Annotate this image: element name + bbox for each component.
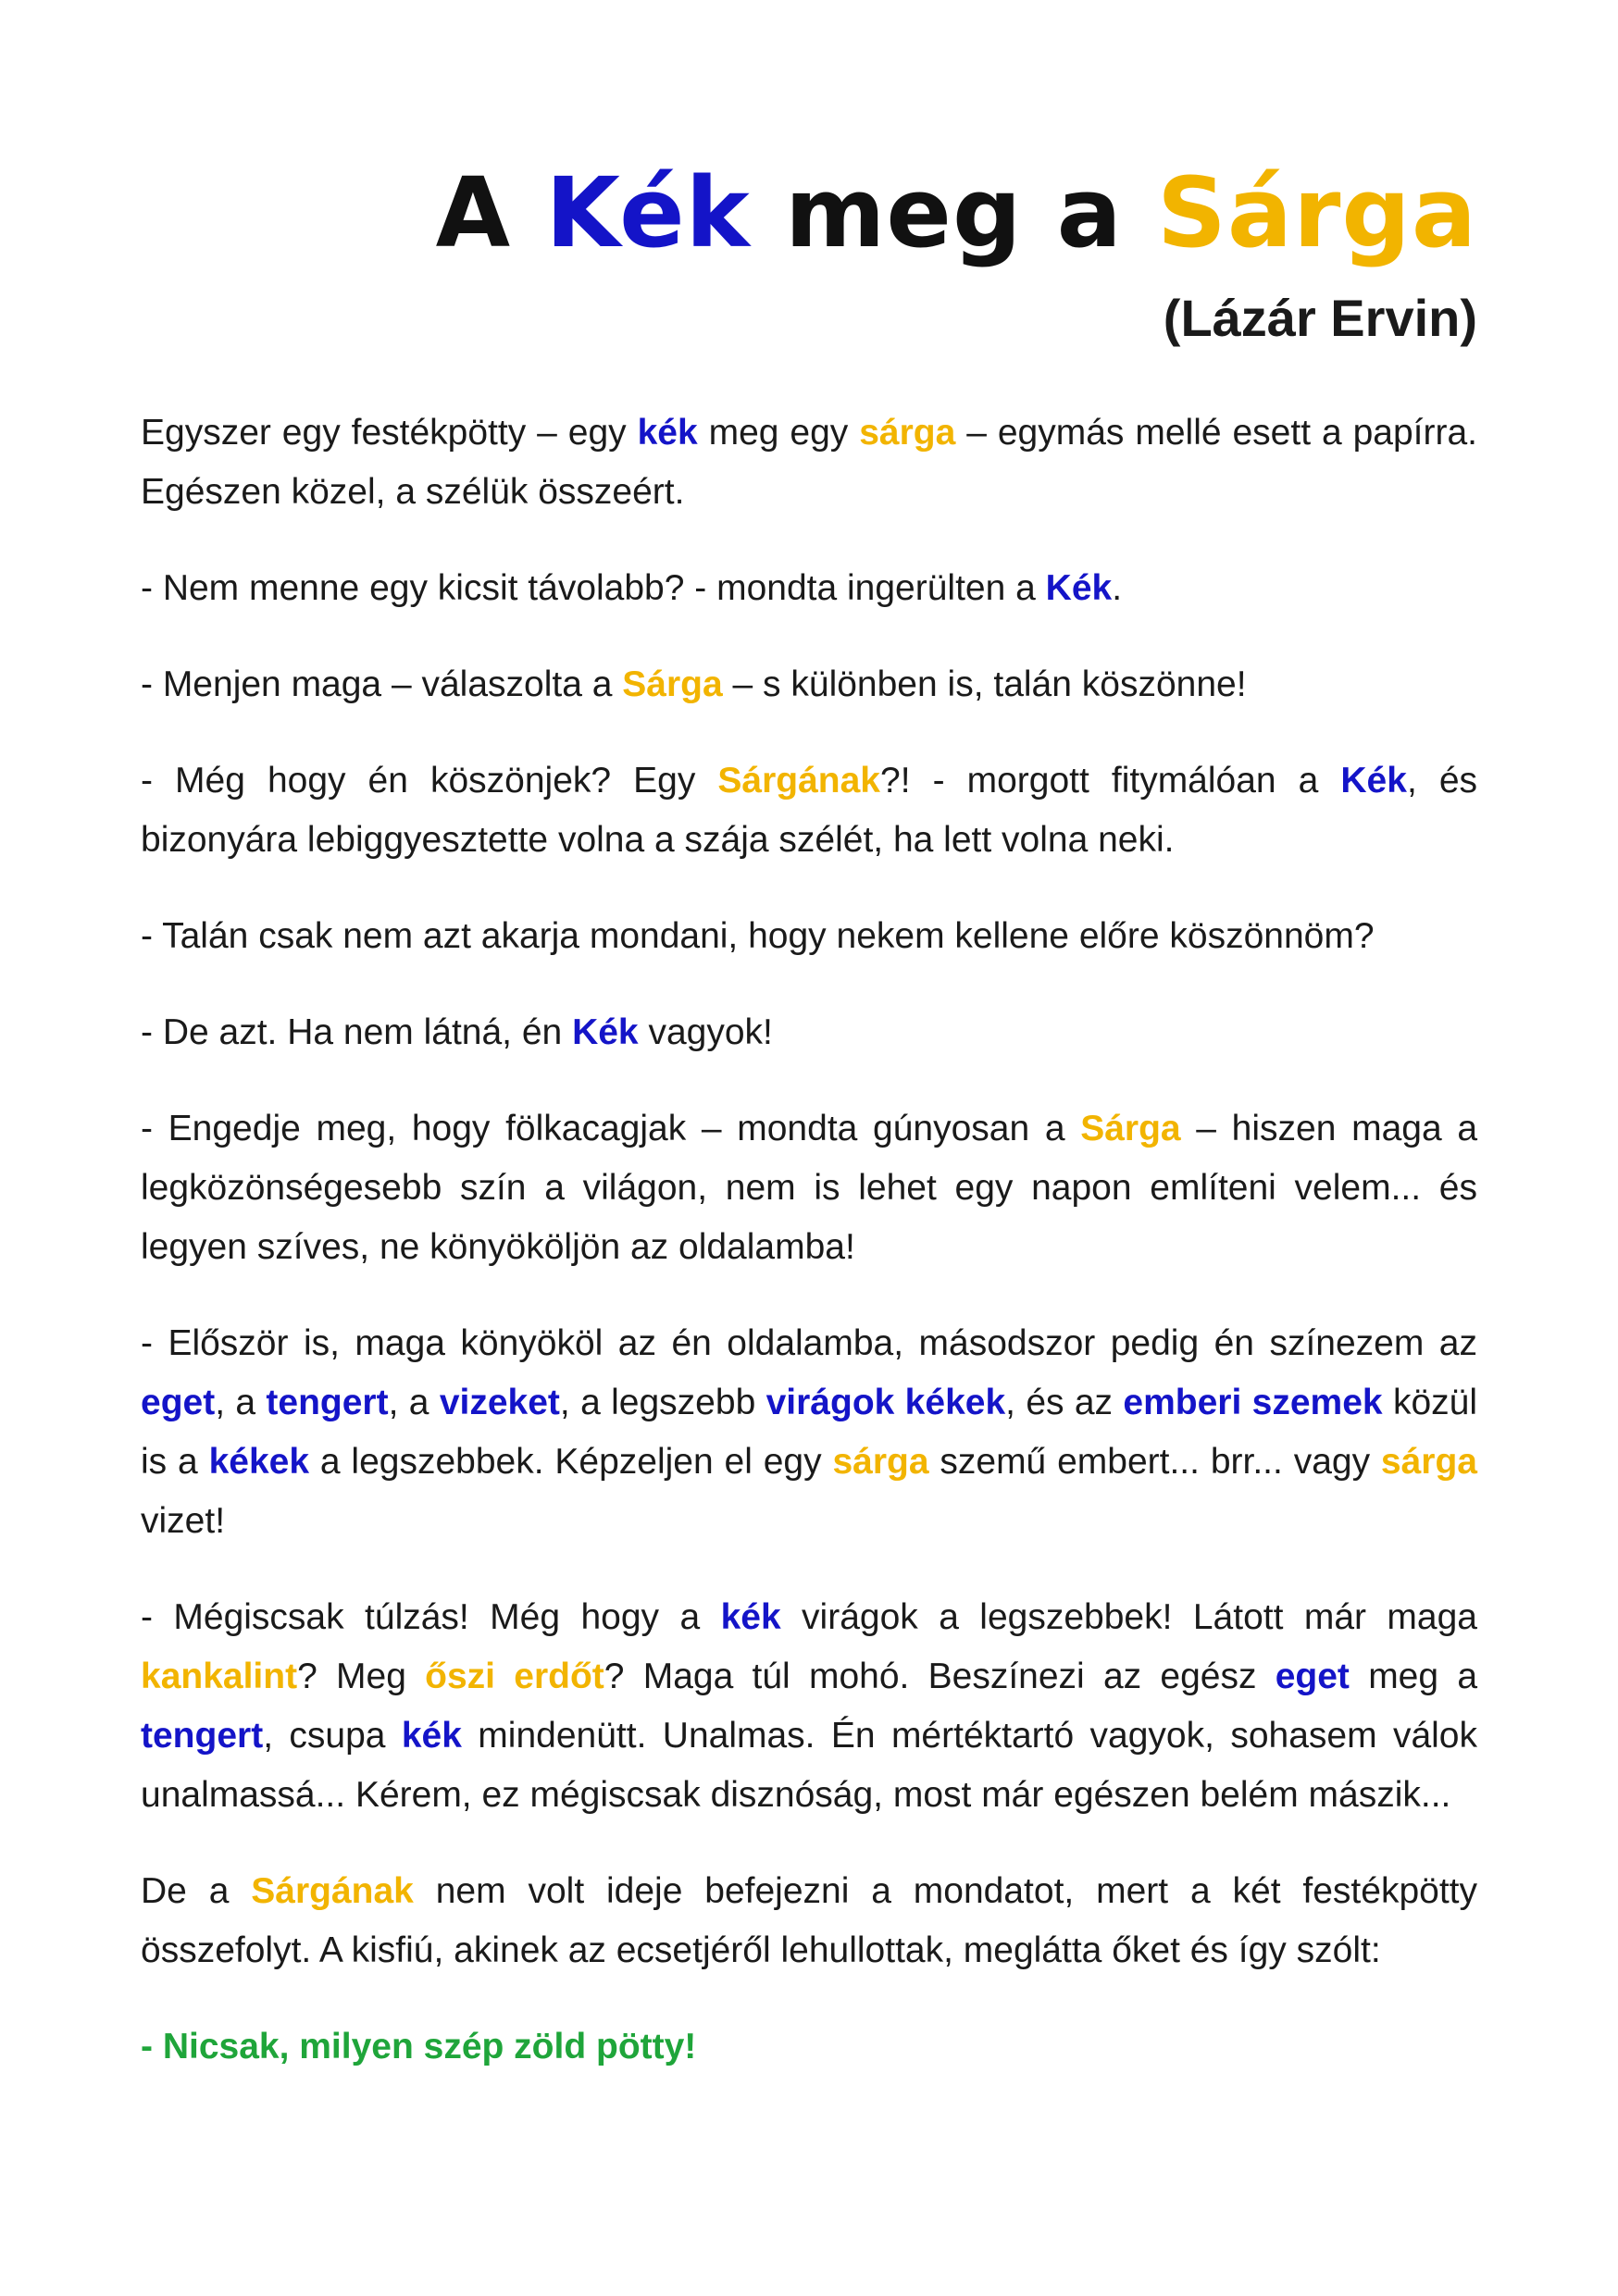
paragraph-text: Egyszer egy festékpötty – egy bbox=[141, 413, 638, 453]
paragraph-text: - De azt. Ha nem látná, én bbox=[141, 1012, 573, 1052]
paragraph-text: De a bbox=[141, 1871, 252, 1911]
highlight-yellow: sárga bbox=[859, 413, 956, 453]
paragraph-text: virágok a legszebbek! Látott már maga bbox=[780, 1597, 1477, 1637]
story-paragraph bbox=[141, 655, 1477, 714]
highlight-blue: Kék bbox=[572, 1012, 639, 1052]
title-part-1: A bbox=[435, 156, 546, 269]
paragraph-text: , a bbox=[215, 1383, 267, 1422]
highlight-green: - Nicsak, milyen szép zöld pötty! bbox=[141, 2027, 697, 2066]
paragraph-text: - Mégiscsak túlzás! Még hogy a bbox=[141, 1597, 721, 1637]
highlight-blue: eget bbox=[1275, 1657, 1350, 1696]
highlight-blue: kék bbox=[401, 1716, 462, 1756]
paragraph-text: - Még hogy én köszönjek? Egy bbox=[141, 761, 718, 800]
paragraph-text: - Először is, maga könyököl az én oldalamba, másodszor pedig én színezem az bbox=[141, 1323, 1477, 1363]
author-line: (Lázár Ervin) bbox=[1163, 289, 1477, 347]
story-paragraph bbox=[141, 1862, 1477, 1980]
highlight-blue: emberi szemek bbox=[1123, 1383, 1383, 1422]
paragraph-text: közül is a bbox=[141, 1383, 1477, 1482]
title-word-kek: Kék bbox=[545, 156, 751, 269]
highlight-blue: eget bbox=[141, 1383, 216, 1422]
page-title bbox=[141, 148, 1477, 278]
highlight-yellow: Sárgának bbox=[717, 761, 880, 800]
paragraph-text: ?! - morgott fitymálóan a bbox=[880, 761, 1341, 800]
paragraph-text: vizet! bbox=[141, 1501, 226, 1541]
paragraph-text: ? Maga túl mohó. Beszínezi az egész bbox=[604, 1657, 1276, 1696]
highlight-yellow: Sárga bbox=[1080, 1109, 1181, 1148]
highlight-blue: kékek bbox=[208, 1442, 310, 1482]
paragraph-text: ? Meg bbox=[297, 1657, 426, 1696]
story-paragraph bbox=[141, 2017, 1477, 2077]
highlight-yellow: sárga bbox=[832, 1442, 929, 1482]
highlight-blue: kék bbox=[637, 413, 698, 453]
story-paragraph bbox=[141, 403, 1477, 522]
highlight-yellow: Sárgának bbox=[251, 1871, 414, 1911]
paragraph-text: , és az bbox=[1005, 1383, 1124, 1422]
highlight-yellow: őszi erdőt bbox=[425, 1657, 604, 1696]
paragraph-text: nem volt ideje befejezni a mondatot, mert a két festékpötty összefolyt. A kisfiú, akinek az ecsetjéről lehullottak, meglátta őket és így szólt: bbox=[141, 1871, 1477, 1970]
paragraph-text: , csupa bbox=[263, 1716, 402, 1756]
paragraph-text: – hiszen maga a legközönségesebb szín a világon, nem is lehet egy napon említeni velem... és legyen szíves, ne könyököljön az oldalamba! bbox=[141, 1109, 1478, 1267]
story-paragraph bbox=[141, 1099, 1477, 1277]
story-paragraph bbox=[141, 1588, 1477, 1825]
title-part-2: meg a bbox=[750, 156, 1157, 269]
story-paragraph bbox=[141, 1003, 1477, 1062]
highlight-blue: kék bbox=[720, 1597, 781, 1637]
paragraph-text: , a bbox=[388, 1383, 440, 1422]
paragraph-text: . bbox=[1112, 568, 1123, 608]
paragraph-text: a legszebbek. Képzeljen el egy bbox=[309, 1442, 833, 1482]
highlight-blue: Kék bbox=[1045, 568, 1113, 608]
paragraph-text: - Talán csak nem azt akarja mondani, hogy nekem kellene előre köszönnöm? bbox=[141, 916, 1375, 956]
story-paragraph bbox=[141, 907, 1477, 966]
highlight-blue: tengert bbox=[266, 1383, 389, 1422]
highlight-yellow: Sárga bbox=[622, 664, 723, 704]
paragraph-text: – egymás mellé esett a papírra. Egészen közel, a szélük összeért. bbox=[141, 413, 1477, 512]
highlight-blue: virágok kékek bbox=[765, 1383, 1006, 1422]
story-paragraph bbox=[141, 751, 1477, 870]
highlight-blue: Kék bbox=[1340, 761, 1407, 800]
paragraph-text: szemű embert... brr... vagy bbox=[928, 1442, 1381, 1482]
paragraph-text: - Menjen maga – válaszolta a bbox=[141, 664, 623, 704]
story-paragraph bbox=[141, 559, 1477, 618]
paragraph-text: meg a bbox=[1349, 1657, 1478, 1696]
paragraph-text: , a legszebb bbox=[559, 1383, 766, 1422]
highlight-blue: vizeket bbox=[439, 1383, 560, 1422]
paragraph-text: mindenütt. Unalmas. Én mértéktartó vagyok, sohasem válok unalmassá... Kérem, ez mégiscsak disznóság, most már egészen belém mászik... bbox=[141, 1716, 1477, 1815]
paragraph-text: - Engedje meg, hogy fölkacagjak – mondta gúnyosan a bbox=[141, 1109, 1081, 1148]
highlight-blue: tengert bbox=[141, 1716, 264, 1756]
highlight-yellow: sárga bbox=[1380, 1442, 1477, 1482]
title-word-sarga: Sárga bbox=[1157, 156, 1477, 269]
story-body bbox=[141, 403, 1477, 2077]
paragraph-text: , és bizonyára lebiggyesztette volna a szája szélét, ha lett volna neki. bbox=[141, 761, 1478, 860]
document-page bbox=[141, 148, 1477, 2114]
paragraph-text: meg egy bbox=[697, 413, 860, 453]
paragraph-text: - Nem menne egy kicsit távolabb? - mondta ingerülten a bbox=[141, 568, 1046, 608]
story-paragraph bbox=[141, 1314, 1477, 1551]
highlight-yellow: kankalint bbox=[141, 1657, 298, 1696]
paragraph-text: – s különben is, talán köszönne! bbox=[722, 664, 1247, 704]
paragraph-text: vagyok! bbox=[638, 1012, 773, 1052]
